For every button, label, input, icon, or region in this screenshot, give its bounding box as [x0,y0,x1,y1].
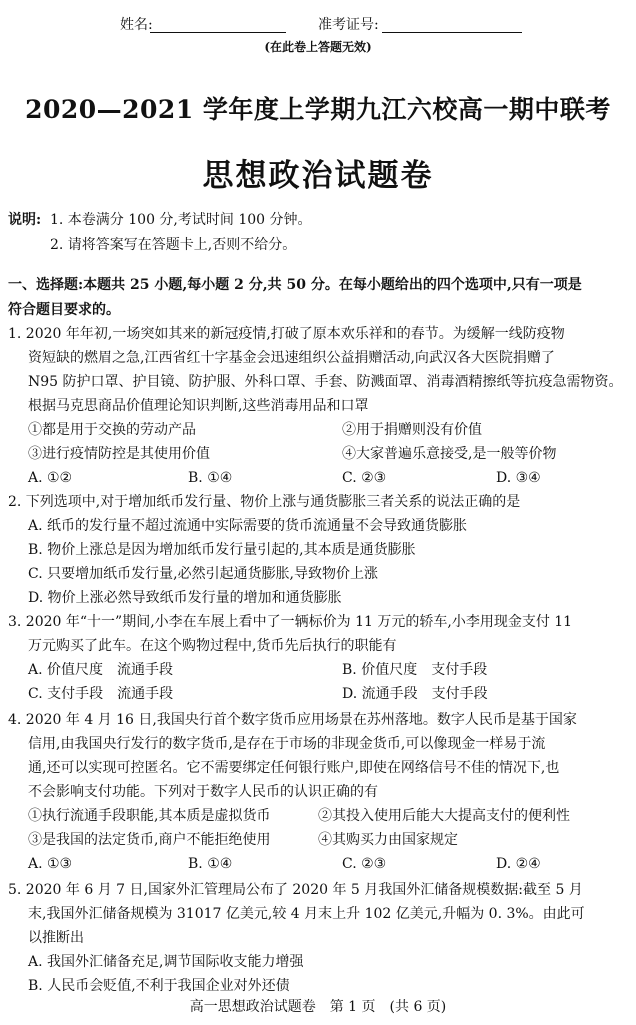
name-blank [150,32,286,33]
exam-id-blank [382,32,522,33]
q1-option-b: B. ①④ [188,470,233,486]
candidate-info [0,14,636,36]
exam-title: 2020—2021 学年度上学期九江六校高一期中联考 [25,95,611,124]
q3-stem-line: 3. 2020 年“十一”期间,小李在车展上看中了一辆标价为 11 万元的轿车,小李用现金支付 11 [8,614,573,630]
q1-stem-line: N95 防护口罩、护目镜、防护服、外科口罩、手套、防溅面罩、消毒酒精擦纸等抗疫急需物资。 [28,374,623,390]
q4-stem-line: 信用,由我国央行发行的数字货币,是存在于市场的非现金货币,可以像现金一样易于流 [28,736,546,752]
q1-statement-2: ②用于捐赠则没有价值 [342,422,482,438]
instruction-1: 1. 本卷满分 100 分,考试时间 100 分钟。 [50,212,312,228]
q3-option-a: A. 价值尺度 流通手段 [28,662,174,678]
q2-option-d: D. 物价上涨必然导致纸币发行量的增加和通货膨胀 [28,590,342,606]
q4-statement-2: ②其投入使用后能大大提高支付的便利性 [318,808,570,824]
name-label: 姓名: [120,17,153,33]
q2-option-c: C. 只要增加纸币发行量,必然引起通货膨胀,导致物价上涨 [28,566,379,582]
instruction-2: 2. 请将答案写在答题卡上,否则不给分。 [50,237,297,253]
q1-option-a: A. ①② [28,470,73,486]
q5-option-b: B. 人民币会贬值,不利于我国企业对外还债 [28,978,290,994]
section-heading: 一、选择题:本题共 25 小题,每小题 2 分,共 50 分。在每小题给出的四个选项中,只有一项是 [8,277,582,293]
q1-statement-4: ④大家普遍乐意接受,是一般等价物 [342,446,557,462]
q5-option-a: A. 我国外汇储备充足,调节国际收支能力增强 [28,954,304,970]
exam-id-label: 准考证号: [318,17,379,33]
q4-stem-line: 4. 2020 年 4 月 16 日,我国央行首个数字货币应用场景在苏州落地。数字人民币是基于国家 [8,712,577,728]
q4-option-d: D. ②④ [496,856,541,872]
q3-stem-line: 万元购买了此车。在这个购物过程中,货币先后执行的职能有 [28,638,397,654]
exam-subtitle: 思想政治试题卷 [202,158,434,194]
q2-option-b: B. 物价上涨总是因为增加纸币发行量引起的,其本质是通货膨胀 [28,542,416,558]
q1-stem-line: 根据马克思商品价值理论知识判断,这些消毒用品和口罩 [28,398,369,414]
page-footer: 高一思想政治试题卷 第 1 页 (共 6 页) [189,999,447,1015]
q2-option-a: A. 纸币的发行量不超过流通中实际需要的货币流通量不会导致通货膨胀 [28,518,468,534]
q4-statement-4: ④其购买力由国家规定 [318,832,458,848]
q1-statement-1: ①都是用于交换的劳动产品 [28,422,196,438]
q5-stem-line: 5. 2020 年 6 月 7 日,国家外汇管理局公布了 2020 年 5 月我国外汇储备规模数据:截至 5 月 [8,882,583,898]
instructions-label: 说明: [8,212,42,228]
section-heading-cont: 符合题目要求的。 [8,302,120,318]
q1-option-c: C. ②③ [342,470,387,486]
q1-option-d: D. ③④ [496,470,541,486]
q1-stem-line: 1. 2020 年年初,一场突如其来的新冠疫情,打破了原本欢乐祥和的春节。为缓解一线防疫物 [8,326,565,342]
q4-option-a: A. ①③ [28,856,73,872]
q1-stem-line: 资短缺的燃眉之急,江西省红十字基金会迅速组织公益捐赠活动,向武汉各大医院捐赠了 [28,350,555,366]
q1-statement-3: ③进行疫情防控是其使用价值 [28,446,210,462]
q2-stem-line: 2. 下列选项中,对于增加纸币发行量、物价上涨与通货膨胀三者关系的说法正确的是 [8,494,521,510]
q3-option-c: C. 支付手段 流通手段 [28,686,174,702]
q3-option-d: D. 流通手段 支付手段 [342,686,488,702]
q4-option-c: C. ②③ [342,856,387,872]
answer-notice: (在此卷上答题无效) [264,40,372,54]
q3-option-b: B. 价值尺度 支付手段 [342,662,488,678]
q4-stem-line: 不会影响支付功能。下列对于数字人民币的认识正确的有 [28,784,378,800]
q4-stem-line: 通,还可以实现可控匿名。它不需要绑定任何银行账户,即使在网络信号不佳的情况下,也 [28,760,560,776]
q4-option-b: B. ①④ [188,856,233,872]
q4-statement-1: ①执行流通手段职能,其本质是虚拟货币 [28,808,271,824]
q4-statement-3: ③是我国的法定货币,商户不能拒绝使用 [28,832,271,848]
q5-stem-line: 以推断出 [28,930,84,946]
q5-stem-line: 末,我国外汇储备规模为 31017 亿美元,较 4 月末上升 102 亿美元,升幅为 0. 3%。由此可 [28,906,585,922]
